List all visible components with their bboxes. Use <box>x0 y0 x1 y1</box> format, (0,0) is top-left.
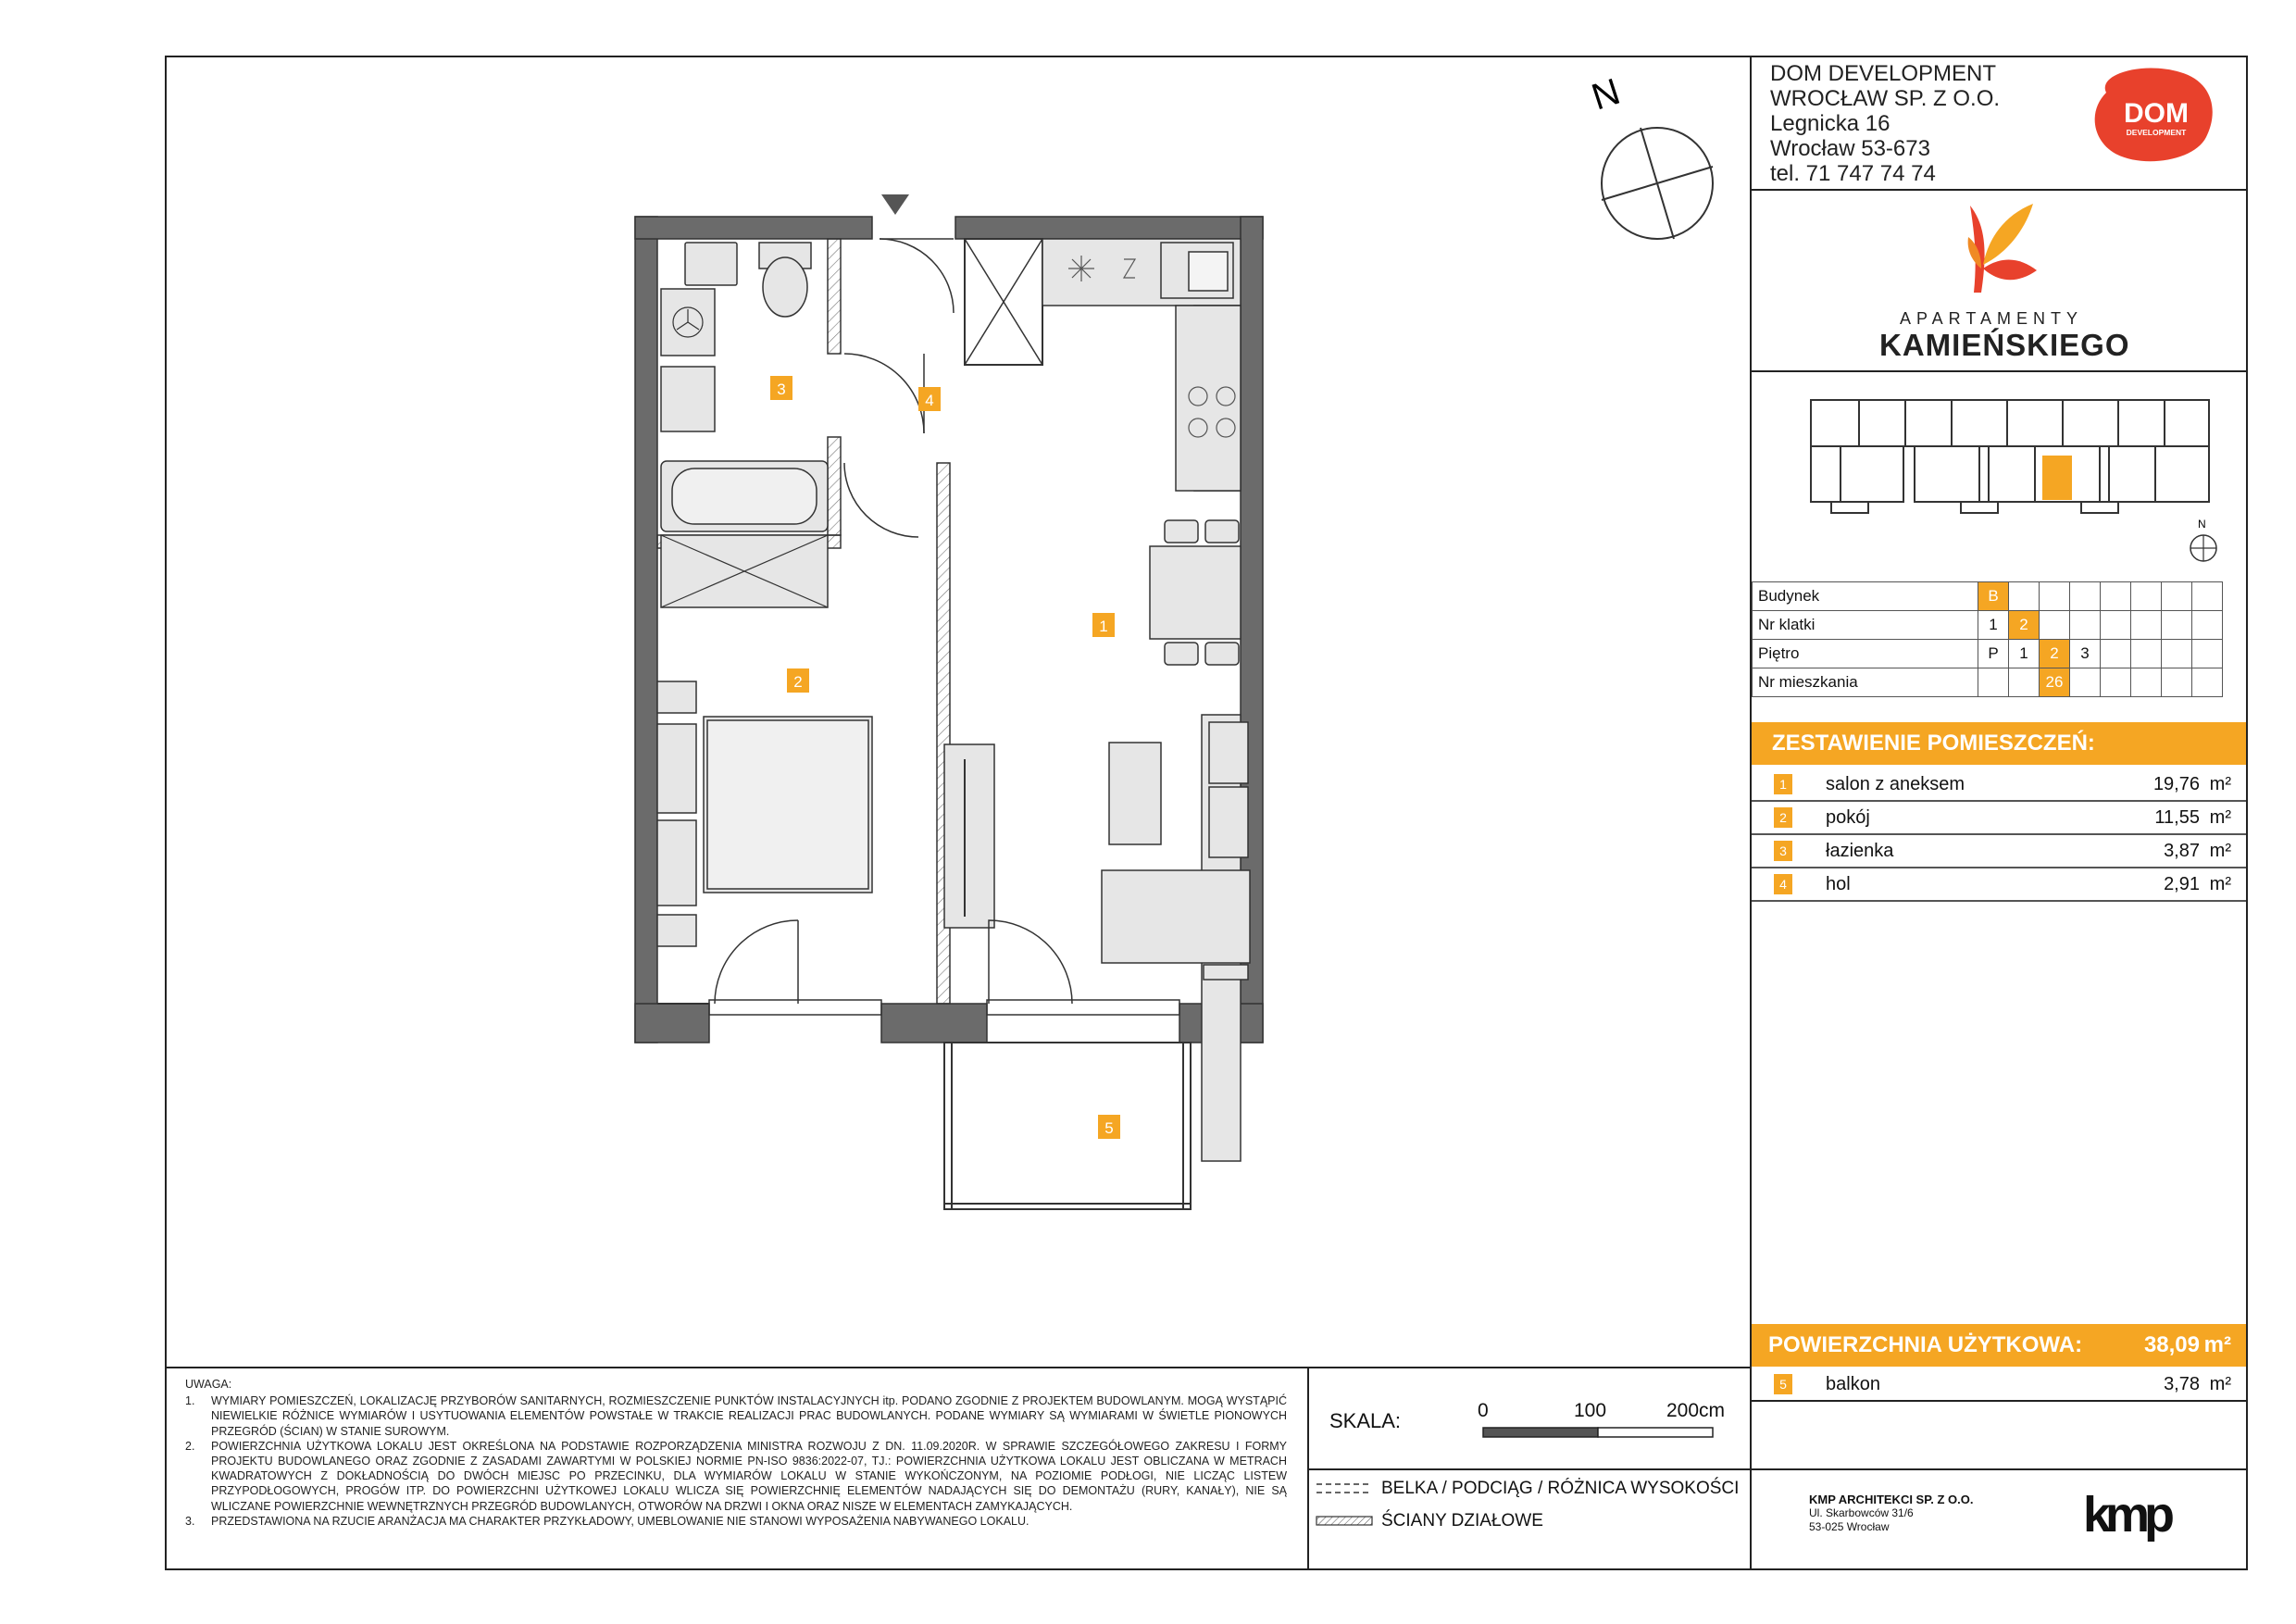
row-mieszkanie <box>1753 668 2223 697</box>
notes-block <box>185 1377 1287 1529</box>
legend-beam-label: BELKA / PODCIĄG / RÓŻNICA WYSOKOŚCI <box>1381 1479 1740 1498</box>
room-row <box>1752 768 2246 802</box>
room-unit: m² <box>2209 841 2231 861</box>
legend-beam-icon <box>1315 1480 1374 1498</box>
row-klatka <box>1753 611 2223 640</box>
room-name: łazienka <box>1826 841 1894 861</box>
pietro-1: 1 <box>2009 640 2040 668</box>
room-row <box>1752 835 2246 868</box>
brand-flower-icon <box>1961 200 2040 298</box>
company-city: Wrocław 53-673 <box>1770 136 1930 161</box>
pietro-p: P <box>1978 640 2009 668</box>
north-compass <box>1555 61 1750 246</box>
room-label-1: 1 <box>1099 618 1108 635</box>
total-area-bar <box>1752 1324 2246 1367</box>
balcony-unit: m² <box>2209 1374 2231 1394</box>
room-unit: m² <box>2209 807 2231 828</box>
pietro-2: 2 <box>2040 640 2070 668</box>
value-mieszkanie: 26 <box>2040 668 2070 697</box>
row-pietro <box>1753 640 2223 668</box>
room-name: pokój <box>1826 807 1870 828</box>
note-text: PRZEDSTAWIONA NA RZUCIE ARANŻACJA MA CHARAKTER PRZYKŁADOWY, UMEBLOWANIE NIE STANOWI WYPOSAŻENIA NABYWANEGO LOKALU. <box>211 1514 1029 1528</box>
room-label-5: 5 <box>1104 1119 1114 1137</box>
architect-name: KMP ARCHITEKCI SP. Z O.O. <box>1809 1493 1974 1506</box>
pietro-3: 3 <box>2070 640 2101 668</box>
room-label-3: 3 <box>777 381 786 398</box>
total-area-unit: m² <box>2203 1332 2231 1357</box>
company-divider <box>1750 189 2248 191</box>
room-number: 2 <box>1774 807 1792 828</box>
room-name: hol <box>1826 874 1851 894</box>
unit-info-table <box>1752 581 2223 697</box>
room-row <box>1752 802 2246 835</box>
company-street: Legnicka 16 <box>1770 111 1890 136</box>
total-area-label: POWIERZCHNIA UŻYTKOWA: <box>1768 1332 2083 1357</box>
note-number: 1. <box>185 1394 195 1408</box>
note-item <box>185 1393 1287 1439</box>
architect-city: 53-025 Wrocław <box>1809 1520 1890 1533</box>
entrance-arrow <box>881 194 909 215</box>
label-klatka: Nr klatki <box>1753 611 1978 640</box>
scale-tick-100: 100 <box>1574 1400 1607 1421</box>
room-row <box>1752 868 2246 902</box>
architect-divider <box>1750 1468 2248 1470</box>
legend-divider <box>1307 1468 1752 1470</box>
room-area: 2,91 <box>2164 874 2200 894</box>
architect-street: Ul. Skarbowców 31/6 <box>1809 1506 1914 1519</box>
architect-info <box>1809 1493 1973 1534</box>
kmp-logo <box>2079 1489 2190 1548</box>
keyplan-building <box>1803 393 2229 578</box>
note-item <box>185 1439 1287 1514</box>
brand-divider <box>1750 370 2248 372</box>
room-label-2: 2 <box>793 673 803 691</box>
room-area: 3,87 <box>2164 841 2200 861</box>
balcony-area: 3,78 <box>2164 1374 2200 1394</box>
scale-label: SKALA: <box>1329 1409 1402 1432</box>
notes-divider <box>165 1367 1752 1368</box>
room-area: 11,55 <box>2154 807 2200 828</box>
note-number: 3. <box>185 1514 195 1528</box>
room-unit: m² <box>2209 874 2231 894</box>
floor-plan <box>630 185 1278 1222</box>
note-item <box>185 1514 1287 1529</box>
dom-development-logo <box>2088 65 2217 167</box>
north-label: N <box>1587 70 1626 119</box>
label-budynek: Budynek <box>1753 582 1978 611</box>
scale-bar <box>1481 1426 1722 1439</box>
label-mieszkanie: Nr mieszkania <box>1753 668 1978 697</box>
notes-title: UWAGA: <box>185 1378 232 1391</box>
note-number: 2. <box>185 1439 195 1453</box>
scale-tick-0: 0 <box>1478 1400 1489 1421</box>
room-unit: m² <box>2209 774 2231 794</box>
room-number: 1 <box>1774 774 1792 794</box>
company-info <box>1770 61 2000 186</box>
value-budynek: B <box>1978 582 2009 611</box>
balcony-name: balkon <box>1826 1374 1880 1394</box>
room-label-4: 4 <box>925 392 934 409</box>
balcony-row <box>1752 1368 2246 1402</box>
klatka-2: 2 <box>2009 611 2040 640</box>
company-name: DOM DEVELOPMENT <box>1770 61 1997 86</box>
note-text: POWIERZCHNIA UŻYTKOWA LOKALU JEST OKREŚLONA NA PODSTAWIE ROZPORZĄDZENIA MINISTRA ROZWOJU Z DN. 11.09.2020R. W SPRAWIE SZCZEGÓŁOWEGO ZAKRESU I FORMY PROJEKTU BUDOWLANEGO ORAZ ZGODNIE Z ZASADAMI ZAWARTYMI W POLSKIEJ NORMIE PN-ISO 9836:2022-07, TJ.: POWIERZCHNIA UŻYTKOWA LOKALU JEST OBLICZANA W METRACH KWADRATOWYCH Z DOKŁADNOŚCIĄ DO DWÓCH MIEJSC PO PRZECINKU, DLA WYMIARÓW LOKALU W STANIE WYKOŃCZONYM, NA POZIOMIE PODŁOGI, NIE LICZĄC LISTEW PRZYPODŁOGOWYCH, PROGÓW ITP. DO POWIERZCHNI UŻYTKOWEJ LOKALU WLICZA SIĘ POWIERZCHNIĘ ELEMENTÓW NADAJĄCYCH SIĘ DO DEMONTAŻU (RURY, KANAŁY), NIE SĄ WLICZANE POWIERZCHNIE WEWNĘTRZNYCH PRZEGRÓD BUDOWLANYCH, OTWORÓW NA DRZWI I OKNA ORAZ NISZE W ELEMENTACH ZAMYKAJĄCYCH. <box>211 1439 1287 1513</box>
brand-title: KAMIEŃSKIEGO <box>1879 328 2130 362</box>
label-pietro: Piętro <box>1753 640 1978 668</box>
room-area: 19,76 <box>2152 774 2200 794</box>
kmp-logo-text: kmp <box>2083 1489 2170 1543</box>
klatka-1: 1 <box>1978 611 2009 640</box>
legend-wall-icon <box>1315 1515 1374 1528</box>
row-budynek <box>1753 582 2223 611</box>
logo-text-dom: DOM <box>2124 98 2189 129</box>
scale-tick-200: 200cm <box>1666 1400 1726 1421</box>
note-text: WYMIARY POMIESZCZEŃ, LOKALIZACJĘ PRZYBORÓW SANITARNYCH, ROZMIESZCZENIE PUNKTÓW INSTALACYJNYCH itp. PODANO ZGODNIE Z PROJEKTEM BUDOWLANYM. MOGĄ WYSTĄPIĆ NIEWIELKIE RÓŻNICE WYMIARÓW I USYTUOWANIA ELEMENTÓW POWSTAŁE W TRAKCIE REALIZACJI PRAC BUDOWLANYCH. PODANE WYMIARY SĄ WYMIARAMI W ŚWIETLE PIONOWYCH PRZEGRÓD (ŚCIAN) W STANIE SUROWYM. <box>211 1394 1287 1438</box>
logo-text-development: DEVELOPMENT <box>2126 128 2187 137</box>
keyplan-north-label: N <box>2198 518 2206 531</box>
company-phone: tel. 71 747 74 74 <box>1770 161 1936 186</box>
brand-subtitle: APARTAMENTY <box>1900 309 2084 328</box>
room-number: 4 <box>1774 874 1792 894</box>
balcony-number: 5 <box>1774 1374 1792 1394</box>
company-legal: WROCŁAW SP. Z O.O. <box>1770 86 2001 111</box>
total-area-value: 38,09 <box>2143 1332 2200 1357</box>
legend-wall-label: ŚCIANY DZIAŁOWE <box>1381 1511 1543 1530</box>
rooms-header: ZESTAWIENIE POMIESZCZEŃ: <box>1752 722 2246 765</box>
room-number: 3 <box>1774 841 1792 861</box>
room-name: salon z aneksem <box>1826 774 1965 794</box>
